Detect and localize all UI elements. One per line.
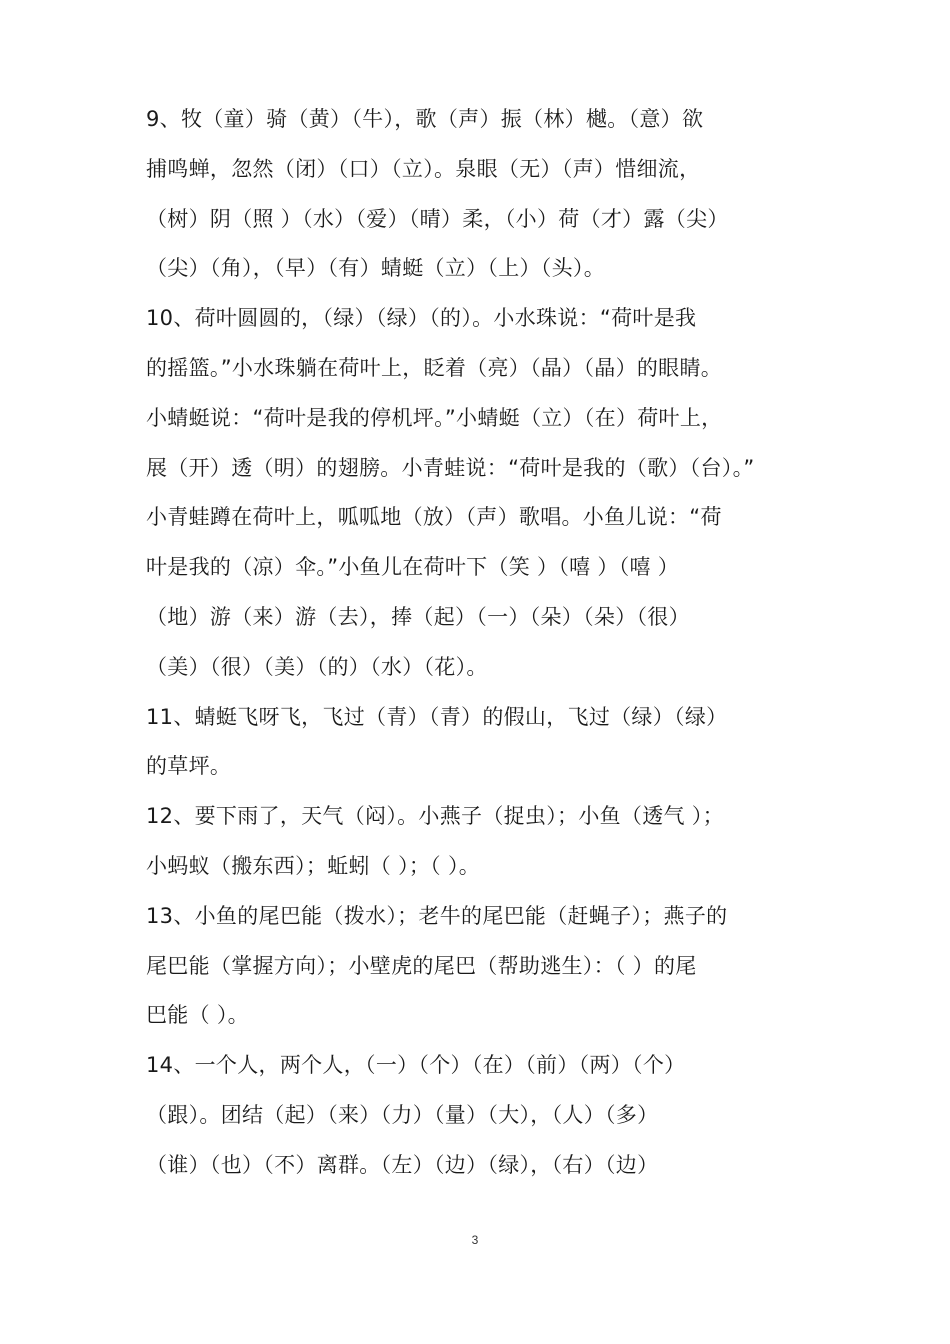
text-line: 14、一个人，两个人，（一）（个）（在）（前）（两）（个） [146,1053,686,1078]
text-line: 12、要下雨了，天气（闷）。小燕子（捉虫）；小鱼（透气 ）； [146,804,724,829]
page-number: 3 [471,1233,479,1247]
text-line: （美）（很）（美）（的）（水）（花）。 [146,654,488,679]
text-line: （尖）（角），（早）（有）蜻蜓（立）（上）（头）。 [146,256,605,281]
text-line: 巴能（ ）。 [146,1003,249,1028]
text-line: （地）游（来）游（去），捧（起）（一）（朵）（朵）（很） [146,604,690,629]
text-line: （树）阴（照 ）（水）（爱）（晴）柔，（小）荷（才）露（尖） [146,206,729,231]
text-line: 小蚂蚁（搬东西）；蚯蚓（ ）；（ ）。 [146,853,481,878]
text-line: 展（开）透（明）的翅膀。小青蛙说：“荷叶是我的（歌）（台）。” [146,455,755,480]
text-line: 9、牧（童）骑（黄）（牛），歌（声）振（林）樾。（意）欲 [146,107,704,131]
text-line: 尾巴能（掌握方向）；小壁虎的尾巴（帮助逃生）：（ ）的尾 [146,953,697,978]
text-line: 小青蛙蹲在荷叶上，呱呱地（放）（声）歌唱。小鱼儿说：“荷 [146,505,722,530]
text-line: 10、荷叶圆圆的，（绿）（绿）（的）。小水珠说：“荷叶是我 [146,306,697,331]
text-line: 捕鸣蝉，忽然（闭）（口）（立）。泉眼（无）（声）惜细流， [146,156,701,181]
text-line: （谁）（也）（不）离群。（左）（边）（绿），（右）（边） [146,1152,659,1177]
text-line: 的草坪。 [146,754,232,779]
text-line: （跟）。团结（起）（来）（力）（量）（大），（人）（多） [146,1102,659,1127]
text-body [146,95,826,1191]
text-line: 13、小鱼的尾巴能（拨水）；老牛的尾巴能（赶蝇子）；燕子的 [146,903,728,928]
text-line: 叶是我的（凉）伞。”小鱼儿在荷叶下（笑 ）（嘻 ）（嘻 ） [146,555,680,580]
text-line: 11、蜻蜓飞呀飞，飞过（青）（青）的假山，飞过（绿）（绿） [146,704,728,729]
text-line: 的摇篮。”小水珠躺在荷叶上，眨着（亮）（晶）（晶）的眼睛。 [146,355,723,380]
text-line: 小蜻蜓说：“荷叶是我的停机坪。”小蜻蜓（立）（在）荷叶上， [146,405,723,430]
